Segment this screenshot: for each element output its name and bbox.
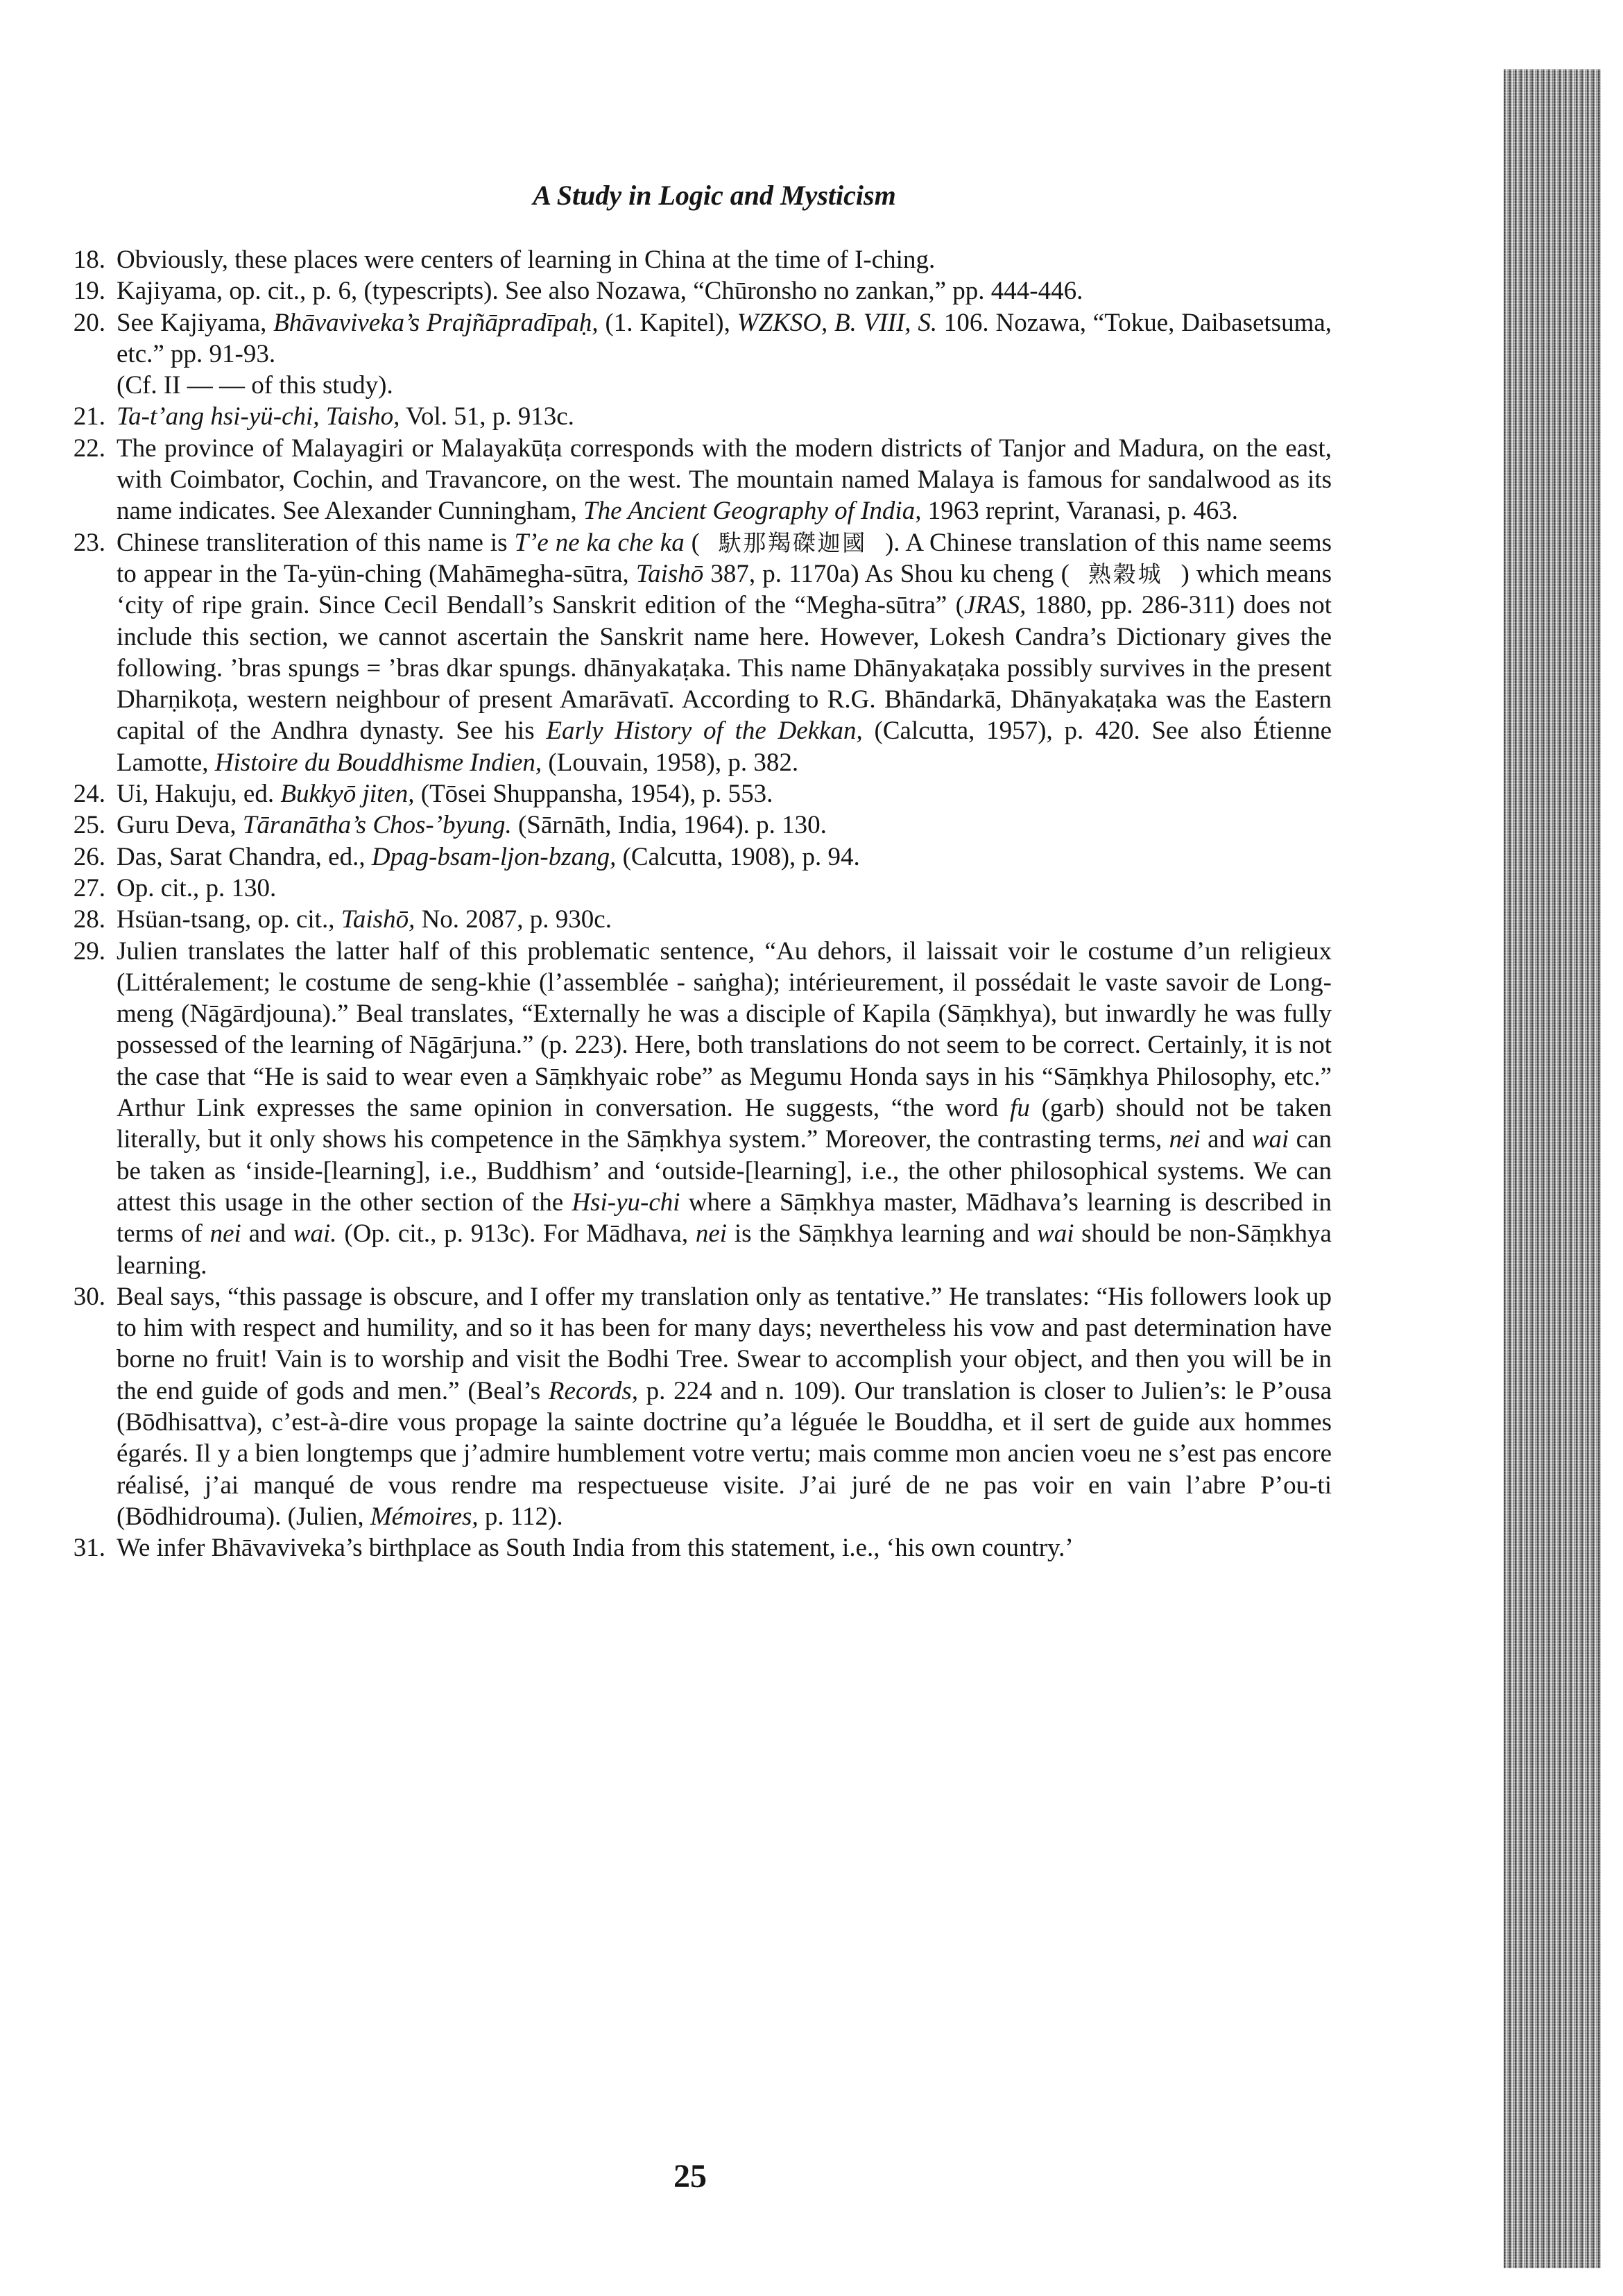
italic-title: Tāranātha’s Chos-’byung. (242, 811, 512, 840)
text-run: ) which means ‘city of ripe grain. Since Cecil Bendall’s Sanskrit edition of the “Megha-sūtra” ( (117, 559, 1332, 620)
italic-title: nei (1169, 1125, 1201, 1154)
endnote-number: 27. (73, 873, 105, 902)
italic-title: Dpag-bsam-ljon-bzang, (371, 842, 617, 871)
endnote-20 (62, 307, 1332, 402)
endnote-18 (62, 244, 1332, 275)
endnote-30 (62, 1281, 1332, 1532)
text-run: 387, p. 1170a) As Shou ku cheng ( (703, 559, 1070, 588)
endnote-text (117, 244, 1332, 275)
endnote-21 (62, 401, 1332, 432)
text-run: 1963 reprint, Varanasi, p. 463. (921, 497, 1239, 526)
text-run: Op. cit., p. 130. (117, 873, 277, 902)
text-run: (Cf. II — — of this study). (117, 371, 393, 400)
italic-title: JRAS, (963, 591, 1027, 620)
endnote-22 (62, 433, 1332, 527)
italic-title: Histoire du Bouddhisme Indien, (214, 748, 542, 777)
endnote-number: 29. (73, 936, 105, 966)
text-run: ( (684, 528, 701, 557)
text-run: and (1200, 1125, 1252, 1154)
text-run: Beal says, “this passage is obscure, and I offer my translation only as tentative.” He translates: “His followers look up to him with respect and humility, and so it has been for many days; nevertheless his vow and past determination have borne no fruit! Vain is to worship and visit the Bodhi Tree. Swear to accomplish your object, and then you will be in the end guide of gods and men.” (Beal’s (117, 1282, 1332, 1405)
italic-title: WZKSO, B. VIII, S. (737, 308, 938, 337)
text-run: Guru Deva, (117, 811, 243, 840)
italic-title: Ta-t’ang hsi-yü-chi, Taisho, (117, 402, 400, 431)
endnote-29 (62, 936, 1332, 1281)
endnote-text (117, 433, 1332, 527)
italic-title: T’e ne ka che ka (514, 528, 685, 557)
text-run: (garb) should not be taken literally, but it only shows his competence in the Sāṃkhya system.” Moreover, the contrasting terms, (117, 1094, 1332, 1154)
italic-title: wai. (293, 1219, 337, 1249)
page-number: 25 (673, 2158, 707, 2195)
text-run: (Op. cit., p. 913c). For Mādhava, (336, 1219, 696, 1249)
text-run: can be taken as ‘inside-[learning], i.e., Buddhism’ and ‘outside-[learning], i.e., the other philosophical systems. We can attest this usage in the other section of the (117, 1125, 1332, 1217)
endnote-number: 18. (73, 246, 105, 274)
text-run: Ui, Hakuju, ed. (117, 780, 281, 809)
endnote-number: 30. (73, 1282, 105, 1311)
text-run: 106. Nozawa, “Tokue, Daibasetsuma, etc.” pp. 91-93. (117, 308, 1332, 368)
text-run: The province of Malayagiri or Malayakūṭa corresponds with the modern districts of Tanjor and Madura, on the east, with Coimbator, Cochin, and Travancore, on the west. The mountain named Malaya is famous for sandalwood as its name indicates. See Alexander Cunningham, (117, 434, 1332, 526)
text-run: Das, Sarat Chandra, ed., (117, 842, 372, 871)
text-run: Hsüan-tsang, op. cit., (117, 905, 341, 934)
endnote-number: 31. (73, 1534, 105, 1563)
endnote-text (117, 904, 1332, 935)
chinese-characters: 熟穀城 (1087, 560, 1163, 588)
endnote-number: 21. (73, 402, 105, 431)
endnote-text (117, 809, 1332, 841)
text-run: (Tōsei Shuppansha, 1954), p. 553. (414, 780, 773, 809)
italic-title: fu (1010, 1094, 1030, 1123)
italic-title: The Ancient Geography of India, (583, 497, 922, 526)
text-run: (Calcutta, 1957), p. 420. See also Étienne Lamotte, (117, 717, 1332, 777)
text-run: Chinese transliteration of this name is (117, 528, 515, 557)
text-run: ). A Chinese translation of this name seems to appear in the Ta-yün-ching (Mahāmegha-sūtra, (117, 528, 1332, 588)
endnote-27 (62, 873, 1332, 904)
endnote-19 (62, 275, 1332, 307)
text-run: We infer Bhāvaviveka’s birthplace as South India from this statement, i.e., ‘his own country.’ (117, 1534, 1074, 1563)
endnote-number: 26. (73, 842, 105, 871)
text-run: p. 112). (478, 1502, 563, 1531)
italic-title: wai (1251, 1125, 1289, 1154)
chinese-characters: 馱那羯磔迦國 (718, 529, 867, 556)
text-run: (1. Kapitel), (598, 308, 737, 337)
text-run: and (241, 1219, 293, 1249)
endnote-31 (62, 1532, 1332, 1563)
endnote-text (117, 841, 1332, 873)
italic-title: Records, (548, 1376, 638, 1405)
endnote-number: 25. (73, 811, 105, 840)
endnote-text (117, 1532, 1332, 1563)
text-run: 1880, pp. 286-311) does not include this section, we cannot ascertain the Sanskrit name here. However, Lokesh Candra’s Dictionary gives the following. ’bras spungs = ’bras dkar spungs. dhānyakaṭaka. This name Dhānyakaṭaka possibly survives in the present Dharṇikoṭa, western neighbour of present Amarāvatī. According to R.G. Bhāndarkā, Dhānyakaṭaka was the Eastern capital of the Andhra dynasty. See his (117, 591, 1332, 746)
endnote-text (117, 1281, 1332, 1532)
text-run: p. 224 and n. 109). Our translation is closer to Julien’s: le P’ousa (Bōdhisattva), c’est-à-dire vous propage la sainte doctrine qu’a léguée le Bouddha, et il sert de guide aux hommes égarés. Il y a bien longtemps que j’admire humblement votre vertu; mais comme mon ancien voeu ne s’est pas encore réalisé, j’ai manqué de vous rendre ma respectueuse visite. J’ai juré de ne pas voir en vain l’abre P’ou-ti (Bōdhidrouma). (Julien, (117, 1376, 1332, 1531)
text-run: should be non-Sāṃkhya learning. (117, 1219, 1332, 1280)
text-run: (Calcutta, 1908), p. 94. (616, 842, 860, 871)
italic-title: nei (209, 1219, 241, 1249)
endnote-text (117, 936, 1332, 1281)
text-run: where a Sāṃkhya master, Mādhava’s learning is described in terms of (117, 1188, 1332, 1249)
endnote-23 (62, 527, 1332, 778)
endnote-number: 24. (73, 780, 105, 809)
endnote-text (117, 527, 1332, 778)
italic-title: nei (695, 1219, 728, 1249)
italic-title: Bhāvaviveka’s Prajñāpradīpaḥ, (273, 308, 599, 337)
text-run: Kajiyama, op. cit., p. 6, (typescripts). See also Nozawa, “Chūronsho no zankan,” pp. 444-446. (117, 277, 1083, 306)
endnotes-list (62, 244, 1332, 1563)
endnote-number: 28. (73, 905, 105, 934)
text-run: (Sārnāth, India, 1964). p. 130. (511, 811, 827, 840)
endnote-26 (62, 841, 1332, 873)
endnote-number: 22. (73, 434, 105, 463)
endnote-number: 23. (73, 528, 105, 557)
text-run: See Kajiyama, (117, 308, 274, 337)
endnote-25 (62, 809, 1332, 841)
text-run: is the Sāṃkhya learning and (727, 1219, 1038, 1249)
italic-title: Bukkyō jiten, (280, 780, 415, 809)
italic-title: Mémoires, (370, 1502, 479, 1531)
text-run: Vol. 51, p. 913c. (400, 402, 574, 431)
endnote-text (117, 307, 1332, 402)
endnote-number: 20. (73, 308, 105, 337)
endnote-text (117, 873, 1332, 904)
italic-title: Taishō, (341, 905, 415, 934)
italic-title: Taishō (635, 559, 704, 588)
text-run: No. 2087, p. 930c. (415, 905, 612, 934)
endnote-24 (62, 778, 1332, 809)
italic-title: Early History of the Dekkan, (546, 717, 863, 746)
running-head: A Study in Logic and Mysticism (533, 180, 896, 211)
endnote-text (117, 275, 1332, 307)
endnote-text (117, 401, 1332, 432)
italic-title: Hsi-yu-chi (572, 1188, 680, 1217)
text-run: Julien translates the latter half of this problematic sentence, “Au dehors, il laissait voir le costume d’un religieux (Littéralement; le costume de seng-khie (l’assemblée - saṅgha); intérieurement, il possédait le vaste savoir de Long-meng (Nāgārdjouna).” Beal translates, “Externally he was a disciple of Kapila (Sāṃkhya), but inwardly he was fully possessed of the learning of Nāgārjuna.” (p. 223). Here, both translations do not seem to be correct. Certainly, it is not the case that “He is said to wear even a Sāṃkhyaic robe” as Megumu Honda says in his “Sāṃkhya Philosophy, etc.” Arthur Link expresses the same opinion in conversation. He suggests, “the word (117, 936, 1332, 1123)
endnote-text (117, 778, 1332, 809)
text-run: Obviously, these places were centers of learning in China at the time of I-ching. (117, 246, 936, 274)
endnote-number: 19. (73, 277, 105, 306)
scanned-page-edge (1504, 69, 1601, 2268)
italic-title: wai (1037, 1219, 1074, 1249)
text-run: (Louvain, 1958), p. 382. (542, 748, 799, 777)
endnote-28 (62, 904, 1332, 935)
